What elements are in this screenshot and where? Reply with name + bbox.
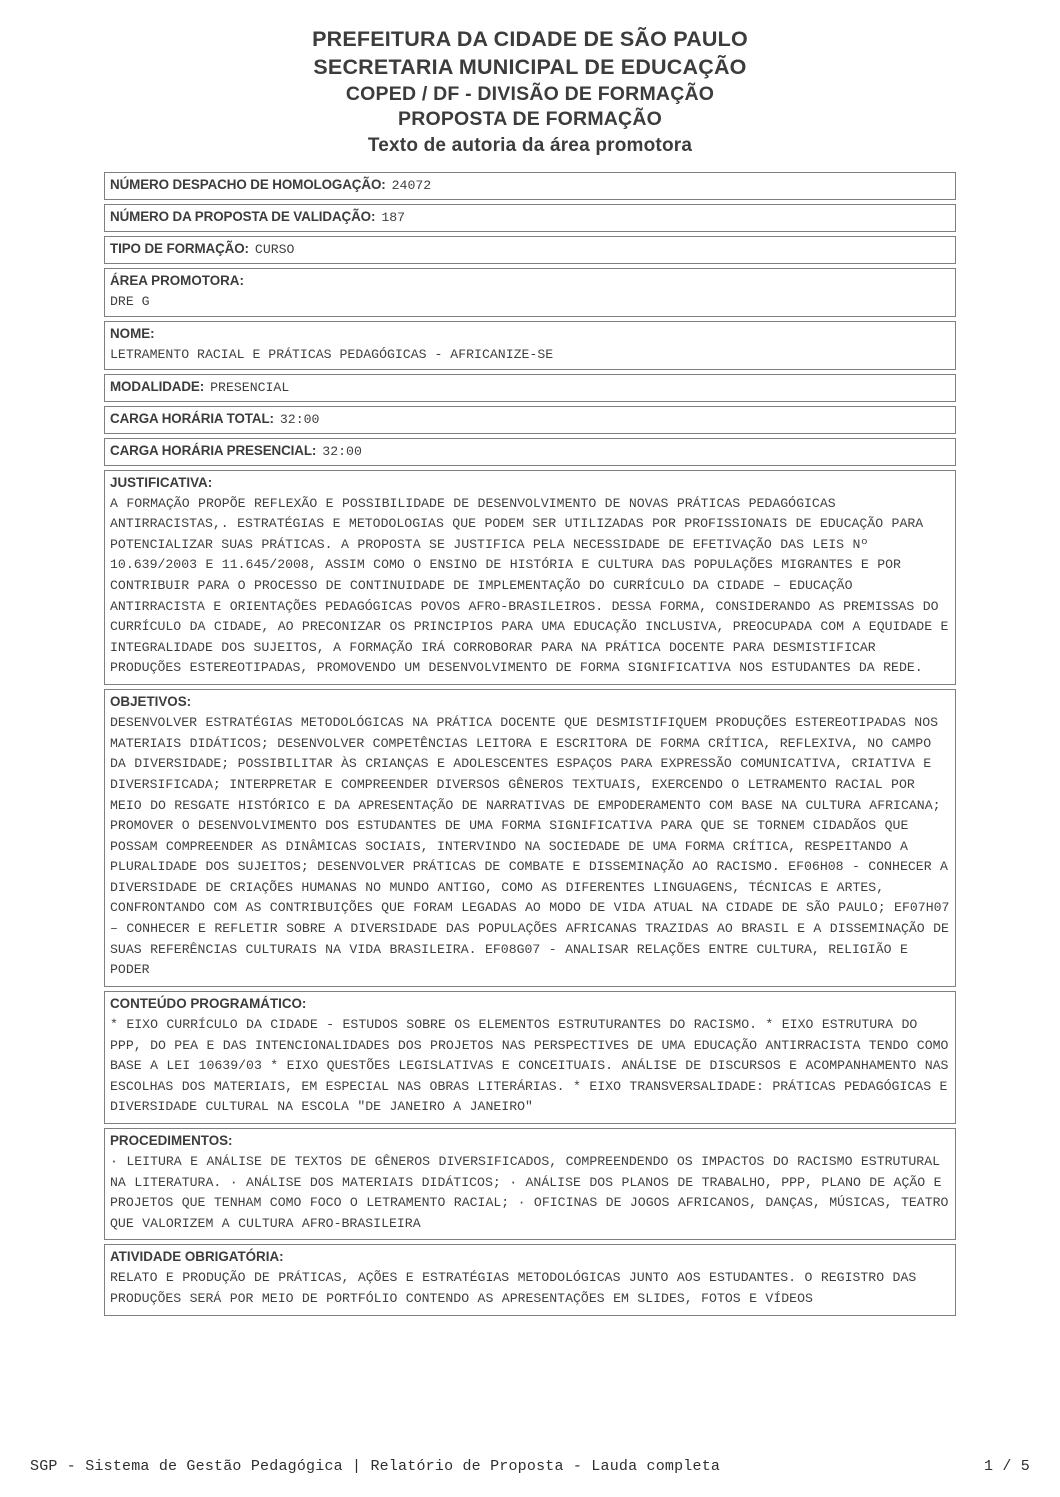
header-line-secretaria: SECRETARIA MUNICIPAL DE EDUCAÇÃO	[313, 54, 747, 79]
field-label: NÚMERO DA PROPOSTA DE VALIDAÇÃO:	[110, 209, 376, 225]
field-justificativa	[104, 470, 956, 685]
field-value: DESENVOLVER ESTRATÉGIAS METODOLÓGICAS NA PRÁTICA DOCENTE QUE DESMISTIFIQUEM PRODUÇÕES ESTEREOTIPADAS NOS MATERIAIS DIDÁTICOS; DESENVOLVER COMPETÊNCIAS LEITORA E ESCRITORA DE FORMA CRÍTICA, REFLEXIVA, NO CAMPO DA DIVERSIDADE; POSSIBILITAR ÀS CRIANÇAS E ADOLESCENTES ESPAÇOS PARA EXPRESSÃO COMUNICATIVA, CRIATIVA E DIVERSIFICADA; INTERPRETAR E COMPREENDER DIVERSOS GÊNEROS TEXTUAIS, EXERCENDO O LETRAMENTO RACIAL POR MEIO DO RESGATE HISTÓRICO E DA APRESENTAÇÃO DE NARRATIVAS DE EMPODERAMENTO COM BASE NA CULTURA AFRICANA; PROMOVER O DESENVOLVIMENTO DOS ESTUDANTES DE UMA FORMA SIGNIFICATIVA PARA QUE SE TORNEM CIDADÃOS QUE POSSAM COMPREENDER AS DINÂMICAS SOCIAIS, INTERVINDO NA SOCIEDADE DE UMA FORMA CRÍTICA, RESPEITANDO A PLURALIDADE DOS SUJEITOS; DESENVOLVER PRÁTICAS DE COMBATE E DISSEMINAÇÃO AO RACISMO. EF06H08 - CONHECER A DIVERSIDADE DE CRIAÇÕES HUMANAS NO MUNDO ANTIGO, COMO AS DIFERENTES LINGUAGENS, TÉCNICAS E ARTES, CONFRONTANDO COM AS CONTRIBUIÇÕES QUE FORAM LEGADAS AO MODO DE VIDA ATUAL NA CIDADE DE SÃO PAULO; EF07H07 – CONHECER E REFLETIR SOBRE A DIVERSIDADE DAS POPULAÇÕES AFRICANAS TRAZIDAS AO BRASIL E A DISSEMINAÇÃO DE SUAS REFERÊNCIAS CULTURAIS NA VIDA BRASILEIRA. EF08G07 - ANALISAR RELAÇÕES ENTRE CULTURA, RELIGIÃO E PODER	[110, 715, 950, 978]
header-line-coped: COPED / DF - DIVISÃO DE FORMAÇÃO	[345, 82, 715, 105]
field-value: 32:00	[279, 411, 320, 427]
field-label: PROCEDIMENTOS:	[110, 1132, 233, 1148]
field-label: JUSTIFICATIVA:	[110, 474, 213, 490]
field-area-promotora	[104, 268, 956, 317]
header-line-proposta: PROPOSTA DE FORMAÇÃO	[397, 108, 662, 131]
field-modalidade	[104, 374, 956, 402]
field-value: RELATO E PRODUÇÃO DE PRÁTICAS, AÇÕES E ESTRATÉGIAS METODOLÓGICAS JUNTO AOS ESTUDANTES. O REGISTRO DAS PRODUÇÕES SERÁ POR MEIO DE PORTFÓLIO CONTENDO AS APRESENTAÇÕES EM SLIDES, FOTOS E VÍDEOS	[110, 1270, 917, 1307]
field-value: 24072	[391, 178, 432, 194]
field-value: PRESENCIAL	[210, 380, 290, 396]
field-label: TIPO DE FORMAÇÃO:	[110, 240, 249, 256]
field-numero-proposta-validacao	[104, 204, 956, 232]
field-carga-horaria-presencial	[104, 438, 956, 466]
field-label: ATIVIDADE OBRIGATÓRIA:	[110, 1249, 284, 1265]
field-value: DRE G	[110, 293, 150, 309]
field-label: CONTEÚDO PROGRAMÁTICO:	[110, 995, 307, 1011]
footer-system-label: SGP - Sistema de Gestão Pedagógica | Relatório de Proposta - Lauda completa	[30, 1458, 721, 1475]
field-value: 187	[381, 210, 406, 226]
field-label: CARGA HORÁRIA TOTAL:	[110, 410, 274, 426]
footer-page-number: 1 / 5	[983, 1458, 1030, 1475]
header-line-prefeitura: PREFEITURA DA CIDADE DE SÃO PAULO	[312, 27, 748, 51]
field-label: CARGA HORÁRIA PRESENCIAL:	[110, 442, 317, 458]
field-nome	[104, 321, 956, 370]
field-value: · LEITURA E ANÁLISE DE TEXTOS DE GÊNEROS DIVERSIFICADOS, COMPREENDENDO OS IMPACTOS DO RACISMO ESTRUTURAL NA LITERATURA. · ANÁLISE DOS MATERIAIS DIDÁTICOS; · ANÁLISE DOS PLANOS DE TRABALHO, PPP, PLANO DE AÇÃO E PROJETOS QUE TENHAM COMO FOCO O LETRAMENTO RACIAL; · OFICINAS DE JOGOS AFRICANOS, DANÇAS, MÚSICAS, TEATRO QUE VALORIZEM A CULTURA AFRO-BRASILEIRA	[110, 1154, 949, 1231]
field-label: ÁREA PROMOTORA:	[110, 272, 244, 288]
field-conteudo-programatico	[104, 991, 956, 1124]
field-despacho-homologacao	[104, 172, 956, 200]
header-line-autoria: Texto de autoria da área promotora	[367, 134, 693, 156]
proposal-field-list	[104, 172, 956, 1315]
field-label: MODALIDADE:	[110, 379, 205, 395]
field-value: A FORMAÇÃO PROPÕE REFLEXÃO E POSSIBILIDADE DE DESENVOLVIMENTO DE NOVAS PRÁTICAS PEDAGÓGICAS ANTIRRACISTAS,. ESTRATÉGIAS E METODOLOGIAS QUE PODEM SER UTILIZADAS POR PROFISSIONAIS DE EDUCAÇÃO PARA POTENCIALIZAR SUAS PRÁTICAS. A PROPOSTA SE JUSTIFICA PELA NECESSIDADE DE EFETIVAÇÃO DAS LEIS Nº 10.639/2003 E 11.645/2008, ASSIM COMO O ENSINO DE HISTÓRIA E CULTURA DAS POPULAÇÕES MIGRANTES E POR CONTRIBUIR PARA O PROCESSO DE CONTINUIDADE DE IMPLEMENTAÇÃO DO CURRÍCULO DA CIDADE – EDUCAÇÃO ANTIRRACISTA E ORIENTAÇÕES PEDAGÓGICAS POVOS AFRO-BRASILEIROS. DESSA FORMA, CONSIDERANDO AS PREMISSAS DO CURRÍCULO DA CIDADE, AO PRECONIZAR OS PRINCIPIOS PARA UMA EDUCAÇÃO INCLUSIVA, PREOCUPADA COM A EQUIDADE E INTEGRALIDADE DOS SUJEITOS, A FORMAÇÃO IRÁ CORROBORAR PARA NA PRÁTICA DOCENTE PARA DESMISTIFICAR PRODUÇÕES ESTEREOTIPADAS, PROMOVENDO UM DESENVOLVIMENTO DE FORMA SIGNIFICATIVA NOS ESTUDANTES DA REDE.	[110, 495, 949, 676]
field-value: LETRAMENTO RACIAL E PRÁTICAS PEDAGÓGICAS - AFRICANIZE-SE	[110, 347, 554, 363]
field-carga-horaria-total	[104, 406, 956, 434]
field-label: NOME:	[110, 325, 155, 341]
document-header	[0, 0, 1060, 158]
field-atividade-obrigatoria	[104, 1244, 956, 1315]
field-label: OBJETIVOS:	[110, 694, 192, 710]
field-procedimentos	[104, 1128, 956, 1240]
field-label: NÚMERO DESPACHO DE HOMOLOGAÇÃO:	[110, 177, 386, 193]
field-value: CURSO	[254, 241, 295, 257]
field-value: 32:00	[322, 443, 362, 459]
field-value: * EIXO CURRÍCULO DA CIDADE - ESTUDOS SOBRE OS ELEMENTOS ESTRUTURANTES DO RACISMO. * EIXO ESTRUTURA DO PPP, DO PEA E DAS INTENCIONALIDADES DOS PROJETOS NAS PERSPECTIVES DE UMA EDUCAÇÃO ANTIRRACISTA TENDO COMO BASE A LEI 10639/03 * EIXO QUESTÕES LEGISLATIVAS E CONCEITUAIS. ANÁLISE DE DISCURSOS E ACOMPANHAMENTO NAS ESCOLHAS DOS MATERIAIS, EM ESPECIAL NAS OBRAS LITERÁRIAS. * EIXO TRANSVERSALIDADE: PRÁTICAS PEDAGÓGICAS E DIVERSIDADE CULTURAL NA ESCOLA "DE JANEIRO A JANEIRO"	[110, 1016, 949, 1115]
document-footer	[0, 1458, 1060, 1475]
field-objetivos	[104, 689, 956, 987]
field-tipo-formacao	[104, 236, 956, 264]
